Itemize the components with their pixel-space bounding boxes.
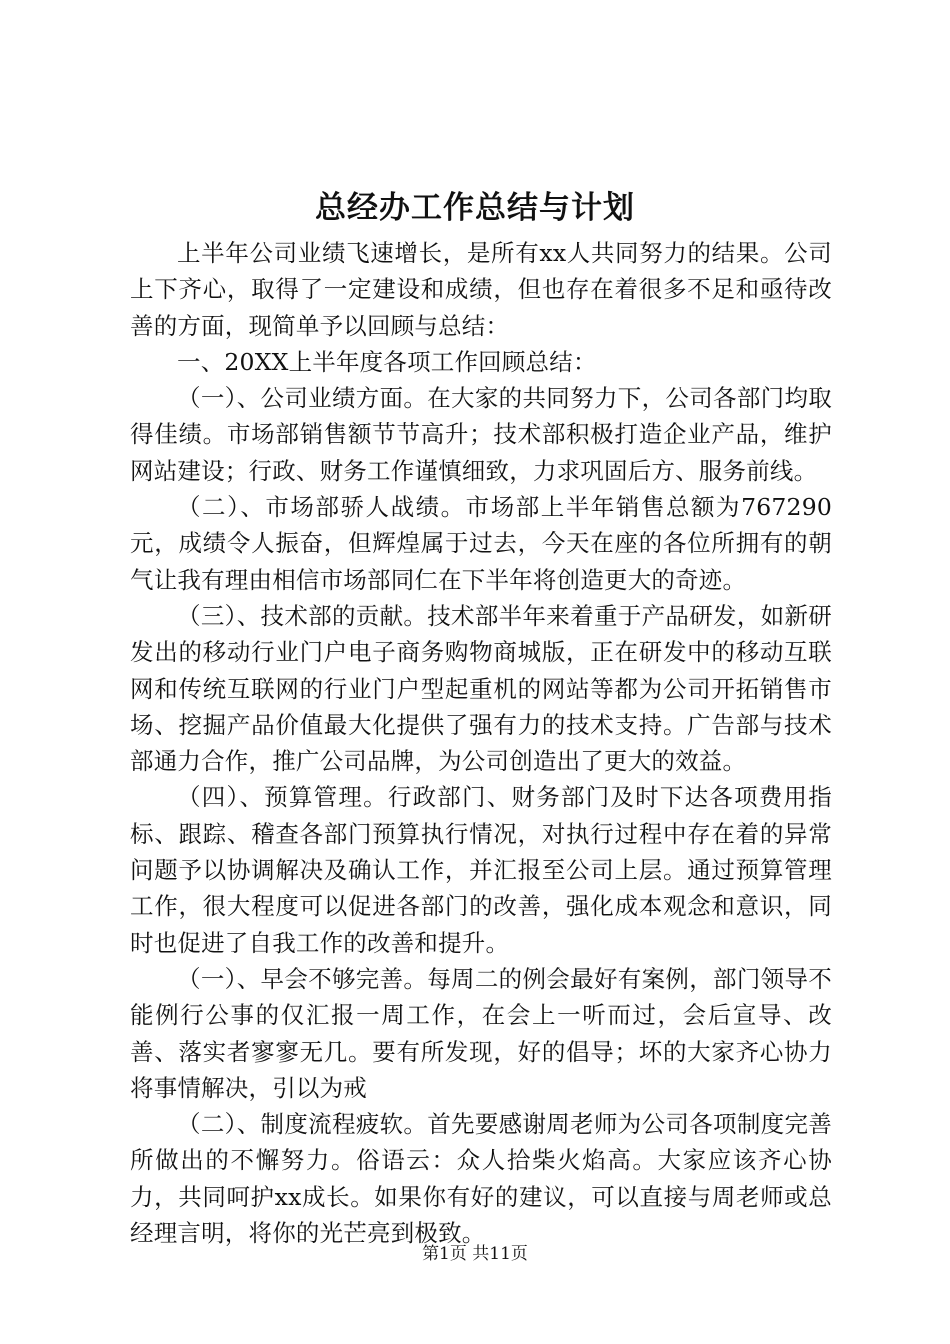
- page-footer: 第1页 共11页: [422, 1244, 528, 1264]
- paragraph-intro: 上半年公司业绩飞速增长，是所有xx人共同努力的结果。公司上下齐心，取得了一定建设和成绩，但也存在着很多不足和亟待改善的方面，现简单予以回顾与总结：: [130, 239, 832, 340]
- paragraph-performance: （一）、公司业绩方面。在大家的共同努力下，公司各部门均取得佳绩。市场部销售额节节高升；技术部积极打造企业产品，维护网站建设；行政、财务工作谨慎细致，力求巩固后方、服务前线。: [130, 384, 832, 485]
- paragraph-morning-meeting: （一）、早会不够完善。每周二的例会最好有案例，部门领导不能例行公事的仅汇报一周工作，在会上一听而过，会后宣导、改善、落实者寥寥无几。要有所发现，好的倡导；坏的大家齐心协力将事情解决，引以为戒: [130, 964, 832, 1102]
- paragraph-section-heading: 一、20XX上半年度各项工作回顾总结：: [177, 347, 597, 376]
- paragraph-marketing: （二）、市场部骄人战绩。市场部上半年销售总额为767290元，成绩令人振奋，但辉煌属于过去，今天在座的各位所拥有的朝气让我有理由相信市场部同仁在下半年将创造更大的奇迹。: [130, 493, 832, 594]
- document-title: 总经办工作总结与计划: [315, 190, 635, 226]
- paragraph-technology: （三）、技术部的贡献。技术部半年来着重于产品研发，如新研发出的移动行业门户电子商务购物商城版，正在研发中的移动互联网和传统互联网的行业门户型起重机的网站等都为公司开拓销售市场、挖掘产品价值最大化提供了强有力的技术支持。广告部与技术部通力合作，推广公司品牌，为公司创造出了更大的效益。: [130, 601, 832, 776]
- paragraph-process: （二）、制度流程疲软。首先要感谢周老师为公司各项制度完善所做出的不懈努力。俗语云：众人拾柴火焰高。大家应该齐心协力，共同呵护xx成长。如果你有好的建议，可以直接与周老师或总经理言明，将你的光芒亮到极致。: [130, 1110, 832, 1248]
- document-body: [130, 235, 832, 1251]
- paragraph-budget: （四）、预算管理。行政部门、财务部门及时下达各项费用指标、跟踪、稽查各部门预算执行情况，对执行过程中存在着的异常问题予以协调解决及确认工作，并汇报至公司上层。通过预算管理工作，很大程度可以促进各部门的改善，强化成本观念和意识，同时也促进了自我工作的改善和提升。: [130, 783, 832, 957]
